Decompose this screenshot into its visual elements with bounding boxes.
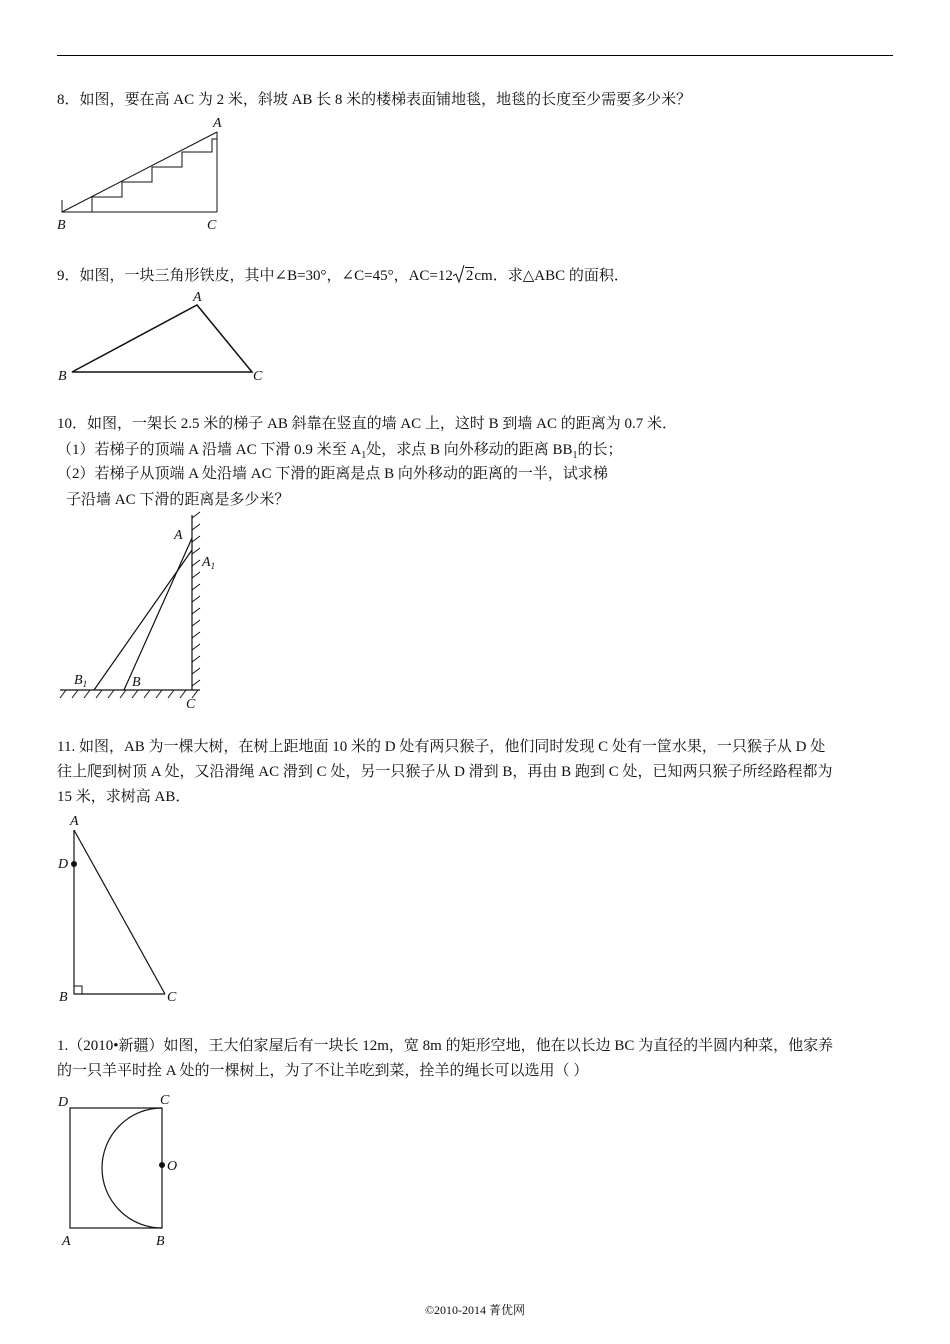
question-1-line-2: 的一只羊平时拴 A 处的一棵树上，为了不让羊吃到菜，拴羊的绳长可以选用（ ）: [57, 1063, 589, 1079]
point-O: [159, 1162, 165, 1168]
question-8-text: 8．如图，要在高 AC 为 2 米，斜坡 AB 长 8 米的楼梯表面铺地毯，地毯的长度至少需要多少米？: [57, 92, 692, 108]
label-C: C: [207, 218, 217, 233]
footer-copyright: ©2010-2014 菁优网: [424, 1303, 526, 1317]
point-D: [71, 861, 77, 867]
label-B1: $B_1$: [74, 673, 88, 689]
q9-text-before: 9．如图，一块三角形铁皮，其中∠B=30°，∠C=45°，AC=12: [57, 268, 453, 284]
label-D: D: [58, 857, 69, 872]
ground-hatching: [60, 690, 198, 698]
label-B: B: [59, 990, 68, 1005]
ladder-A1B1: [94, 550, 192, 690]
figure-ladder: [52, 510, 232, 715]
question-10-line-1: 10．如图，一架长 2.5 米的梯子 AB 斜靠在竖直的墙 AC 上，这时 B 到墙 AC 的距离为 0.7 米．: [57, 416, 678, 432]
label-B: B: [57, 218, 66, 233]
figure-triangle-abc: [52, 288, 282, 388]
figure-tree: [52, 810, 192, 1010]
question-11-line-1: 11. 如图，AB 为一棵大树，在树上距地面 10 米的 D 处有两只猴子，他们同时发现 C 处有一筐水果，一只猴子从 D 处: [57, 739, 826, 755]
label-C: C: [253, 369, 263, 384]
q10-line2-part-a: （1）若梯子的顶端 A 沿墙 AC 下滑 0.9 米至 A: [57, 442, 362, 458]
label-A: A: [62, 1234, 71, 1249]
question-10-line-4: 子沿墙 AC 下滑的距离是多少米？: [66, 492, 290, 508]
triangle-ABC: [72, 305, 252, 372]
semicircle-BC: [102, 1108, 162, 1228]
label-C: C: [160, 1093, 170, 1108]
label-A1: $A_1$: [202, 555, 216, 571]
question-9-text: [57, 266, 629, 286]
label-D: D: [58, 1095, 69, 1110]
label-A: A: [174, 528, 183, 543]
label-O: O: [167, 1159, 178, 1174]
header-rule: [57, 55, 893, 56]
figure-staircase: [52, 112, 232, 237]
question-10-line-2: [57, 440, 622, 460]
label-A: A: [213, 116, 222, 131]
label-C: C: [167, 990, 177, 1005]
sqrt-expression: [453, 266, 475, 286]
q9-text-after: cm．求△ABC 的面积．: [474, 268, 629, 284]
label-A: A: [193, 290, 202, 305]
figure-rectangle-semicircle: [52, 1088, 202, 1253]
label-B: B: [132, 675, 141, 690]
sqrt-radicand: 2: [465, 268, 474, 284]
question-1-line-1: 1.（2010•新疆）如图，王大伯家屋后有一块长 12m，宽 8m 的矩形空地，他在以长边 BC 为直径的半圆内种菜，他家养: [57, 1038, 834, 1054]
q10-line2-part-c: 的长；: [577, 442, 623, 458]
question-11-line-3: 15 米，求树高 AB．: [57, 789, 191, 805]
label-A: A: [70, 814, 79, 829]
q10-sub-bb1: 1: [572, 450, 578, 461]
right-angle-mark: [74, 986, 82, 994]
q10-line2-part-b: 处，求点 B 向外移动的距离 BB: [366, 442, 573, 458]
rope-AC: [74, 830, 165, 994]
q10-sub-a1: 1: [361, 450, 367, 461]
label-B: B: [156, 1234, 165, 1249]
question-11-line-2: 往上爬到树顶 A 处，又沿滑绳 AC 滑到 C 处，另一只猴子从 D 滑到 B，再由 B 跑到 C 处，已知两只猴子所经路程都为: [57, 764, 833, 780]
question-10-line-3: （2）若梯子从顶端 A 处沿墙 AC 下滑的距离是点 B 向外移动的距离的一半，试求梯: [57, 466, 608, 482]
slope-AB: [62, 132, 217, 212]
label-C: C: [186, 697, 196, 712]
label-B: B: [58, 369, 67, 384]
rectangle-ABCD: [70, 1108, 162, 1228]
wall-hatching: [192, 512, 200, 686]
ladder-AB: [124, 538, 192, 690]
